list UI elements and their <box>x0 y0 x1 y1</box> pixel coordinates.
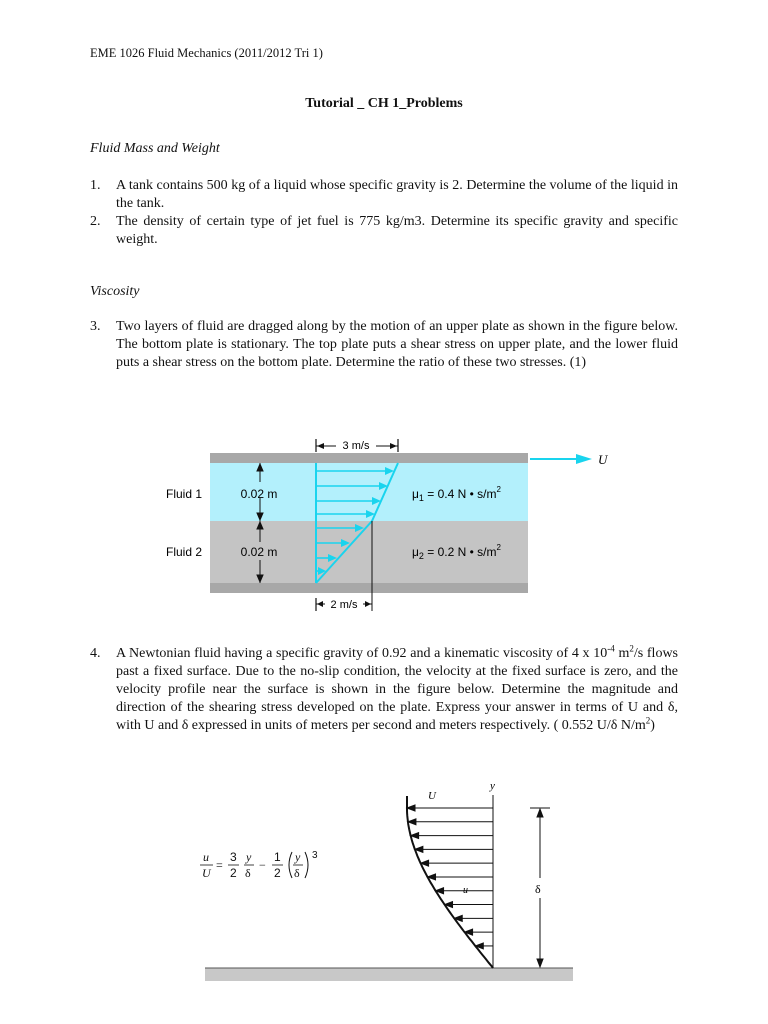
svg-text:u: u <box>203 850 209 864</box>
bottom-velocity-label: 2 m/s <box>330 599 358 611</box>
velocity-profile-arrows <box>407 805 493 949</box>
page-title: Tutorial _ CH 1_Problems <box>305 96 463 111</box>
svg-text:2: 2 <box>274 866 281 880</box>
fluid-2-label: Fluid 2 <box>166 545 203 559</box>
problem-2 <box>90 213 678 249</box>
two-layer-fluid-figure <box>150 430 630 620</box>
svg-text:δ: δ <box>294 866 300 880</box>
top-velocity-label: 3 m/s <box>342 440 370 452</box>
problem-text: A tank contains 500 kg of a liquid whose specific gravity is 2. Determine the volume of the liquid in the tank. <box>116 178 678 211</box>
problem-1 <box>90 177 678 213</box>
svg-text:3: 3 <box>312 850 318 861</box>
svg-text:3: 3 <box>230 850 237 864</box>
svg-text:U: U <box>202 866 211 880</box>
problem-4 <box>90 645 678 735</box>
fixed-surface <box>205 968 573 981</box>
fluid-1-label: Fluid 1 <box>166 487 203 501</box>
problem-3 <box>90 318 678 372</box>
top-plate <box>210 453 528 463</box>
problem-text: The density of certain type of jet fuel is 775 kg/m3. Determine its specific gravity and specific weight. <box>116 214 678 247</box>
profile-arrow-head <box>407 805 415 811</box>
problem-text: Two layers of fluid are dragged along by the motion of an upper plate as shown in the figure below. The bottom plate is stationary. The top plate puts a shear stress on upper plate, and the lower fluid puts a shear stress on the bottom plate. Determine the ratio of these two stresses. (1) <box>116 319 678 370</box>
svg-text:δ: δ <box>245 866 251 880</box>
svg-text:1: 1 <box>274 850 281 864</box>
bottom-plate <box>210 583 528 593</box>
plate-velocity-label: U <box>598 452 608 467</box>
section-title-mass-weight: Fluid Mass and Weight <box>90 141 220 156</box>
section-title-viscosity: Viscosity <box>90 284 140 299</box>
fluid-2-thickness: 0.02 m <box>240 545 278 559</box>
thickness-label: δ <box>535 882 541 896</box>
free-stream-velocity-label: U <box>428 790 436 802</box>
svg-text:2: 2 <box>230 866 237 880</box>
problem-number: 4. <box>90 646 101 661</box>
document-header: EME 1026 Fluid Mechanics (2011/2012 Tri 1) <box>90 46 323 60</box>
svg-text:−: − <box>259 858 266 872</box>
problem-number: 1. <box>90 178 101 193</box>
svg-text:=: = <box>216 858 223 872</box>
svg-text:y: y <box>246 850 252 864</box>
problem-number: 3. <box>90 319 101 334</box>
boundary-layer-figure <box>200 775 590 990</box>
svg-text:y: y <box>295 850 301 864</box>
problem-text: A Newtonian fluid having a specific gravity of 0.92 and a kinematic viscosity of 4 x $10^{-4}$ $m^2/s$ flows past a fixed surface. Due to the no-slip condition, the velocity at the fixed surface is zero, and the velocity profile near the surface is shown in the figure below. Determine the magnitude and direction of the shearing stress developed on the plate. Express your answer in terms of U and δ, with U and δ expressed in units of meters per second and meters respectively. ( 0.552 U/δ $N/m^2$) <box>116 643 678 733</box>
local-velocity-label: u <box>463 885 468 896</box>
y-axis-label: y <box>490 780 495 792</box>
fluid-1-viscosity: $\mu_1 = 0.4$ N • $s/m^2$ <box>412 485 501 503</box>
fluid-2-viscosity: $\mu_2 = 0.2$ N • $s/m^2$ <box>412 543 501 561</box>
problem-number: 2. <box>90 214 101 229</box>
fluid-1-thickness: 0.02 m <box>240 487 278 501</box>
